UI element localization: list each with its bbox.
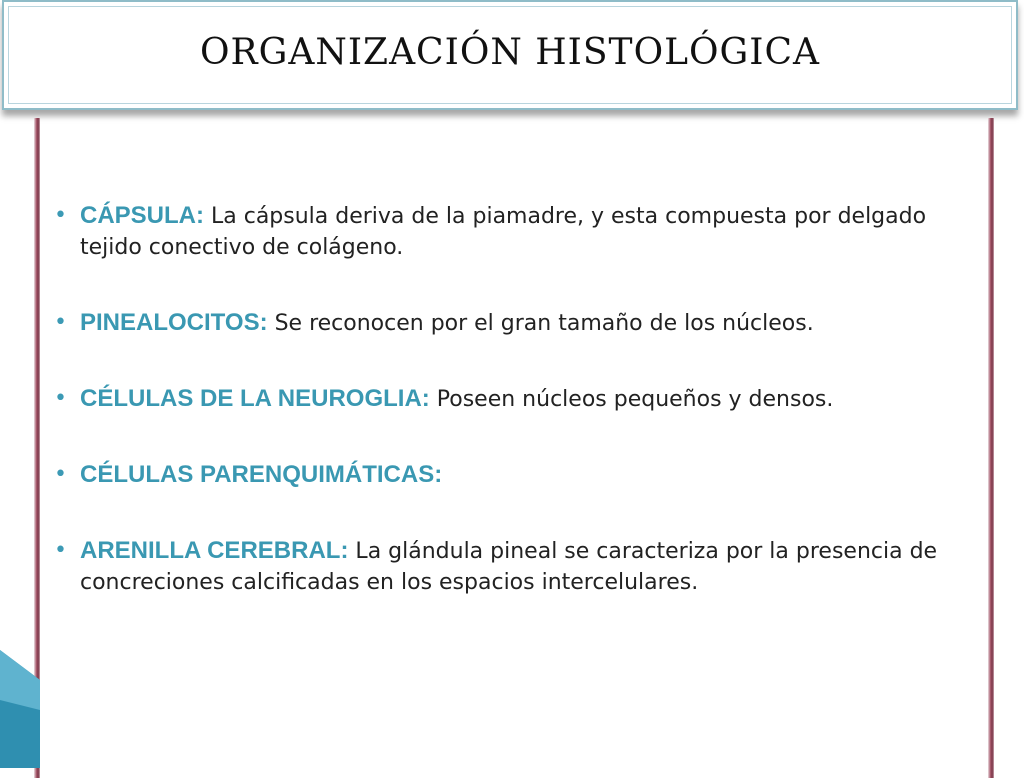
slide-title: ORGANIZACIÓN HISTOLÓGICA	[199, 32, 821, 73]
list-item	[50, 383, 970, 415]
bullet-term: PINEALOCITOS:	[80, 309, 268, 336]
bullet-term: CÉLULAS DE LA NEUROGLIA:	[80, 385, 430, 412]
bullet-term: CÁPSULA:	[80, 202, 204, 229]
bullet-text: La glándula pineal se caracteriza por la presencia de concreciones calcificadas en los espacios intercelulares.	[80, 539, 938, 595]
list-item	[50, 307, 970, 339]
bullet-dot: •	[54, 462, 67, 487]
bullet-dot: •	[54, 538, 67, 563]
corner-decoration	[0, 640, 40, 768]
bullet-dot: •	[54, 310, 67, 335]
list-item	[50, 535, 970, 598]
bullet-term: ARENILLA CEREBRAL:	[80, 537, 349, 564]
bullet-dot: •	[54, 203, 67, 228]
bullet-text: Poseen núcleos pequeños y densos.	[429, 387, 834, 412]
list-item	[50, 459, 970, 491]
list-item	[50, 200, 970, 263]
bullet-text: La cápsula deriva de la piamadre, y esta compuesta por delgado tejido conectivo de colágeno.	[80, 204, 927, 260]
bullet-dot: •	[54, 386, 67, 411]
bullet-text: Se reconocen por el gran tamaño de los núcleos.	[267, 311, 814, 336]
right-frame-bar	[988, 118, 994, 778]
title-box	[2, 0, 1018, 110]
bullet-list	[50, 200, 970, 642]
bullet-term: CÉLULAS PARENQUIMÁTICAS:	[80, 461, 443, 488]
